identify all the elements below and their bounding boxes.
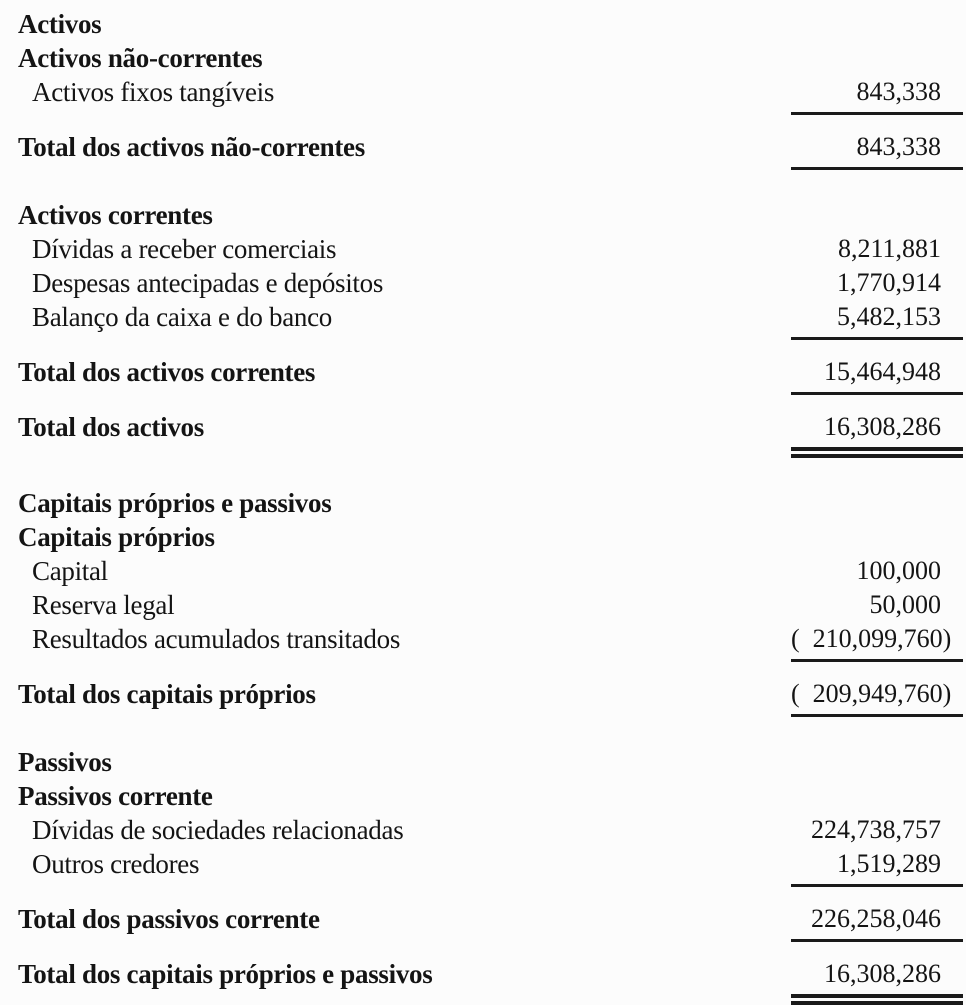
row-label: Total dos capitais próprios e passivos: [18, 959, 433, 989]
statement-section: [18, 7, 963, 170]
row-value-cell: [791, 7, 963, 41]
row-value: 843,338: [856, 132, 941, 161]
statement-row: [18, 410, 963, 458]
statement-row: [18, 957, 963, 1005]
row-label: Activos: [18, 9, 102, 39]
statement-row: [18, 232, 963, 266]
row-value-cell: [791, 622, 963, 662]
row-label: Total dos passivos corrente: [18, 904, 320, 934]
statement-row: [18, 902, 963, 942]
statement-row: [18, 847, 963, 887]
row-value-cell: [791, 677, 963, 717]
row-value-cell: [791, 745, 963, 779]
row-value-cell: [791, 957, 963, 1005]
row-value-cell: [791, 75, 963, 115]
row-label: Passivos: [18, 747, 112, 777]
row-label: Dívidas a receber comerciais: [32, 234, 337, 264]
row-value: 224,738,757: [811, 815, 941, 844]
row-value: 16,308,286: [824, 412, 941, 441]
row-value-cell: [791, 266, 963, 300]
row-value: 100,000: [856, 556, 941, 585]
row-label: Despesas antecipadas e depósitos: [32, 268, 384, 298]
row-value-cell: [791, 902, 963, 942]
statement-row: [18, 554, 963, 588]
row-value: 15,464,948: [824, 357, 941, 386]
row-value-cell: [791, 410, 963, 458]
statement-row: [18, 745, 963, 779]
statement-row: [18, 355, 963, 395]
row-label: Total dos capitais próprios: [18, 679, 316, 709]
row-value-cell: [791, 847, 963, 887]
row-value-cell: [791, 779, 963, 813]
statement-row: [18, 41, 963, 75]
row-label: Resultados acumulados transitados: [32, 624, 401, 654]
row-label: Outros credores: [32, 849, 200, 879]
statement-sections: [18, 7, 963, 1005]
row-value: 8,211,881: [837, 234, 941, 263]
row-label: Total dos activos correntes: [18, 357, 316, 387]
row-label: Activos correntes: [18, 200, 213, 230]
row-label: Capitais próprios: [18, 522, 215, 552]
row-value-cell: [791, 41, 963, 75]
row-label: Balanço da caixa e do banco: [32, 302, 333, 332]
statement-section: [18, 745, 963, 1005]
row-value-cell: [791, 486, 963, 520]
row-value-cell: [791, 588, 963, 622]
row-value: 1,519,289: [837, 849, 941, 878]
statement-section: [18, 486, 963, 717]
statement-row: [18, 198, 963, 232]
statement-row: [18, 486, 963, 520]
row-label: Dívidas de sociedades relacionadas: [32, 815, 404, 845]
row-value: ( 209,949,760): [791, 679, 952, 708]
row-value-cell: [791, 355, 963, 395]
row-label: Total dos activos não-correntes: [18, 132, 365, 162]
row-value: 50,000: [869, 590, 941, 619]
row-label: Passivos corrente: [18, 781, 213, 811]
row-value: 843,338: [856, 77, 941, 106]
row-value-cell: [791, 520, 963, 554]
row-value-cell: [791, 232, 963, 266]
row-label: Capital: [32, 556, 108, 586]
row-label: Capitais próprios e passivos: [18, 488, 332, 518]
row-value-cell: [791, 300, 963, 340]
row-label: Total dos activos: [18, 412, 204, 442]
statement-row: [18, 130, 963, 170]
statement-row: [18, 677, 963, 717]
row-value: 5,482,153: [837, 302, 941, 331]
row-value: 226,258,046: [811, 904, 941, 933]
statement-row: [18, 622, 963, 662]
statement-row: [18, 7, 963, 41]
row-value: 16,308,286: [824, 959, 941, 988]
row-value: ( 210,099,760): [791, 624, 952, 653]
statement-row: [18, 266, 963, 300]
row-label: Activos fixos tangíveis: [32, 77, 275, 107]
row-value-cell: [791, 813, 963, 847]
statement-row: [18, 75, 963, 115]
statement-row: [18, 813, 963, 847]
row-value-cell: [791, 130, 963, 170]
row-value-cell: [791, 554, 963, 588]
statement-row: [18, 588, 963, 622]
row-value-cell: [791, 198, 963, 232]
statement-row: [18, 520, 963, 554]
statement-section: [18, 198, 963, 458]
statement-row: [18, 300, 963, 340]
row-value: 1,770,914: [837, 268, 941, 297]
row-label: Activos não-correntes: [18, 43, 263, 73]
row-label: Reserva legal: [32, 590, 175, 620]
statement-row: [18, 779, 963, 813]
